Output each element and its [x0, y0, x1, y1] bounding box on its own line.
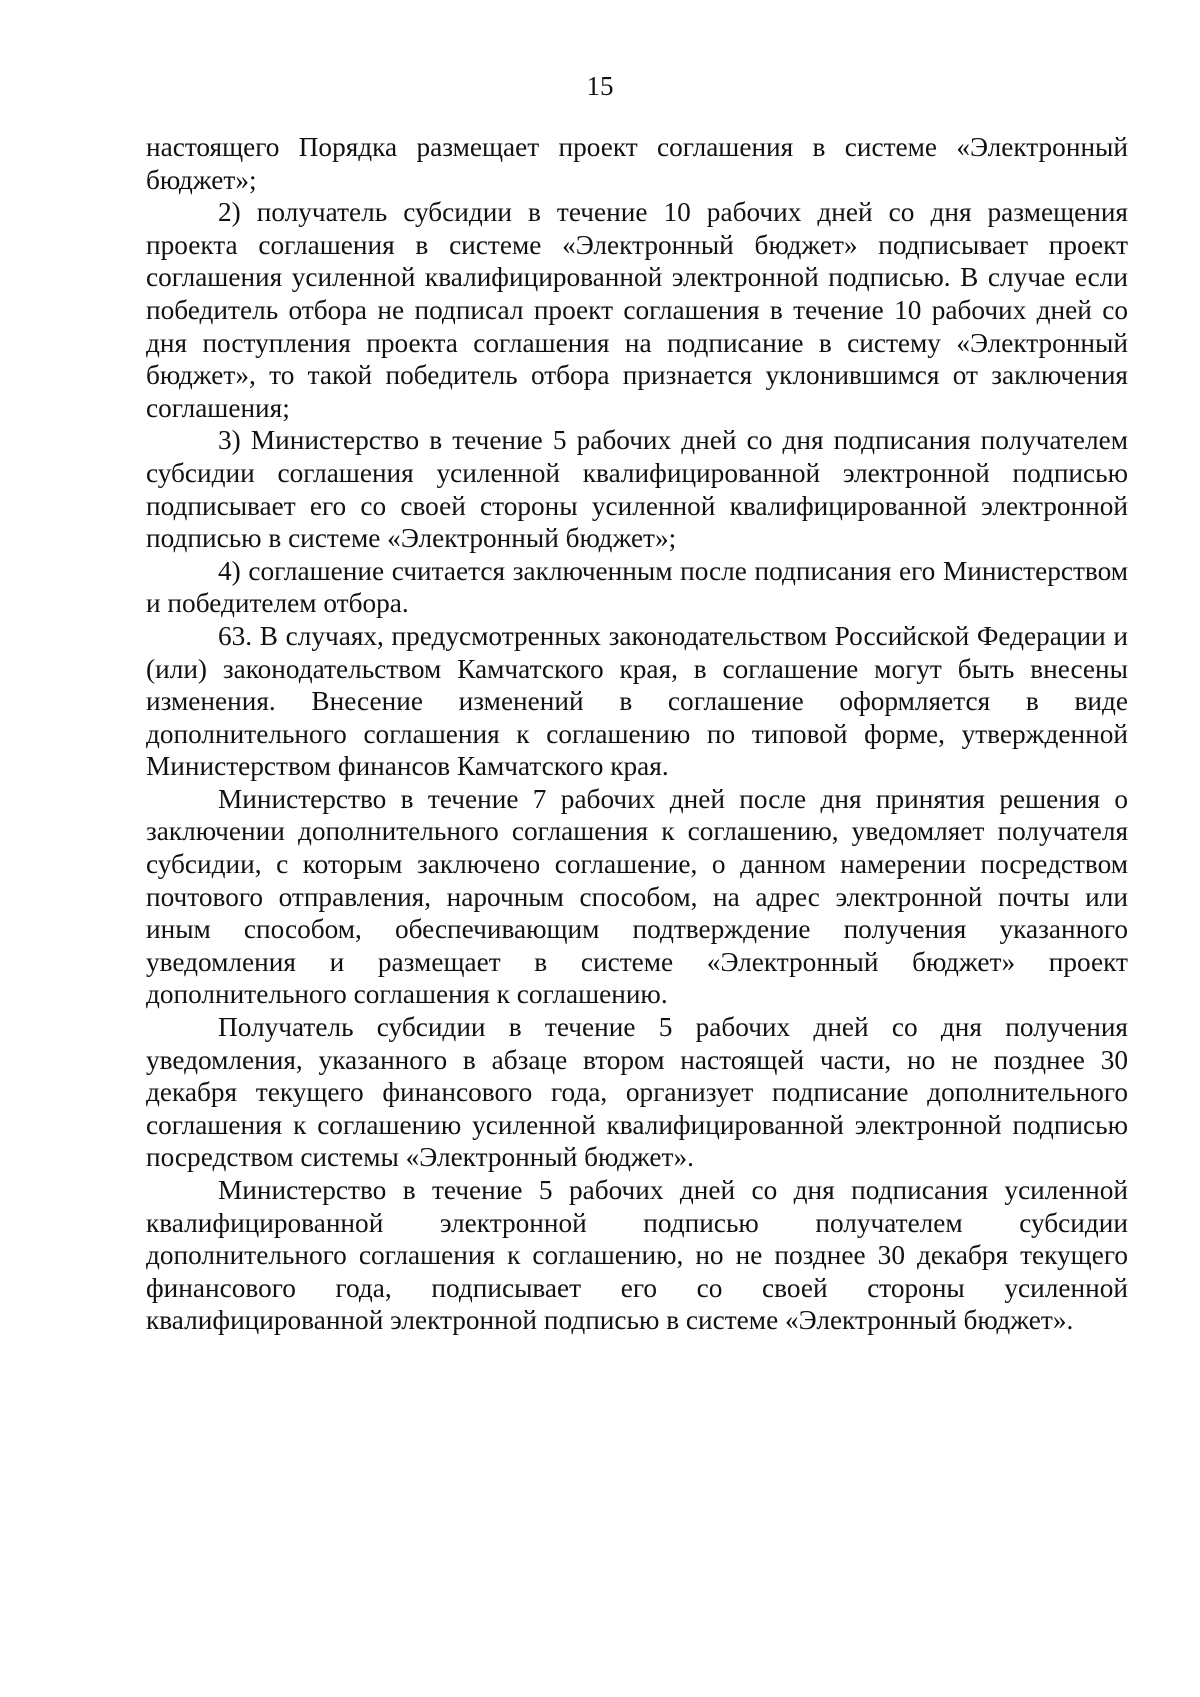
paragraph-item-3: 3) Министерство в течение 5 рабочих дней со дня подписания получателем субсидии соглашения усиленной квалифицированной электронной подписью подписывает его со своей стороны усиленной квалифицированной электронной подписью в системе «Электронный бюджет»;	[146, 425, 1128, 554]
document-body	[146, 131, 1128, 1337]
paragraph-continuation: настоящего Порядка размещает проект соглашения в системе «Электронный бюджет»;	[146, 132, 1128, 195]
paragraph-recipient-signing: Получатель субсидии в течение 5 рабочих дней со дня получения уведомления, указанного в абзаце втором настоящей части, но не позднее 30 декабря текущего финансового года, организует подписание дополнительного соглашения к соглашению усиленной квалифицированной электронной подписью посредством системы «Электронный бюджет».	[146, 1012, 1128, 1173]
paragraph-ministry-signing: Министерство в течение 5 рабочих дней со дня подписания усиленной квалифицированной электронной подписью получателем субсидии дополнительного соглашения к соглашению, но не позднее 30 декабря текущего финансового года, подписывает его со своей стороны усиленной квалифицированной электронной подписью в системе «Электронный бюджет».	[146, 1175, 1128, 1336]
paragraph-section-63: 63. В случаях, предусмотренных законодательством Российской Федерации и (или) законодательством Камчатского края, в соглашение могут быть внесены изменения. Внесение изменений в соглашение оформляется в виде дополнительного соглашения к соглашению по типовой форме, утвержденной Министерством финансов Камчатского края.	[146, 620, 1128, 782]
page-number: 15	[586, 71, 614, 101]
paragraph-item-4: 4) соглашение считается заключенным после подписания его Министерством и победителем отбора.	[146, 555, 1128, 619]
paragraph-item-2: 2) получатель субсидии в течение 10 рабочих дней со дня размещения проекта соглашения в системе «Электронный бюджет» подписывает проект соглашения усиленной квалифицированной электронной подписью. В случае если победитель отбора не подписал проект соглашения в течение 10 рабочих дней со дня поступления проекта соглашения на подписание в систему «Электронный бюджет», то такой победитель отбора признается уклонившимся от заключения соглашения;	[146, 197, 1128, 423]
paragraph-ministry-notice: Министерство в течение 7 рабочих дней после дня принятия решения о заключении дополнительного соглашения к соглашению, уведомляет получателя субсидии, с которым заключено соглашение, о данном намерении посредством почтового отправления, нарочным способом, на адрес электронной почты или иным способом, обеспечивающим подтверждение получения указанного уведомления и размещает в системе «Электронный бюджет» проект дополнительного соглашения к соглашению.	[146, 783, 1128, 1010]
